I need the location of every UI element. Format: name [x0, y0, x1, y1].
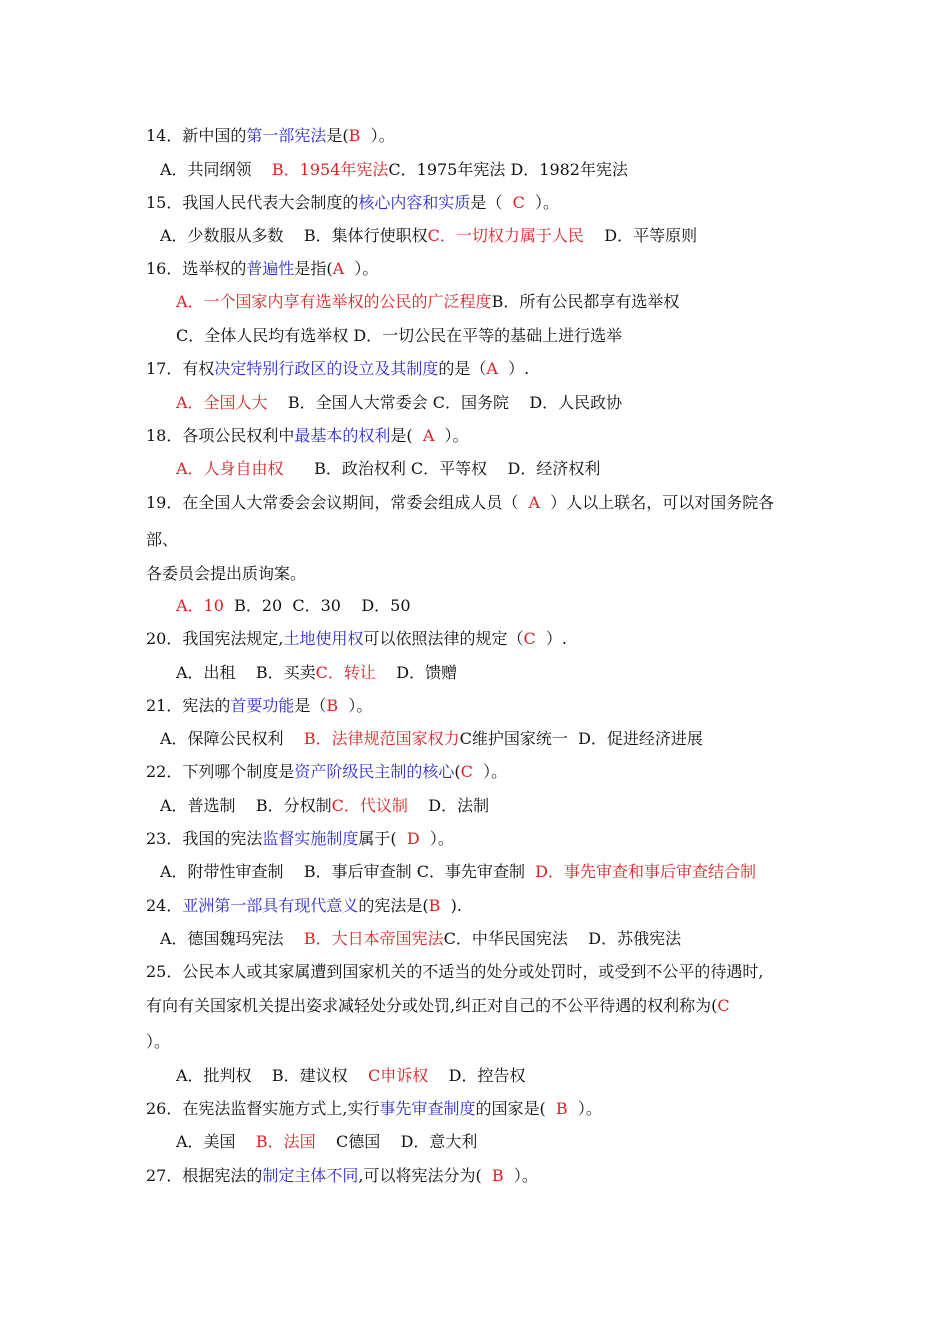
q-text: ）. — [535, 629, 567, 648]
q-keyword: 事先审查制度 — [379, 1099, 476, 1118]
q-text: 的国家是( — [475, 1099, 556, 1118]
option-text: D．馈赠 — [375, 663, 458, 682]
q-text: ,可以将宪法分为( — [358, 1166, 492, 1185]
q-answer: C — [523, 629, 536, 648]
q-text: ）。 — [344, 259, 379, 278]
option-text: A．美国 — [176, 1132, 256, 1151]
q-text: ）。 — [419, 829, 454, 848]
option-text: C．中华民国宪法 D．苏俄宪法 — [443, 929, 682, 948]
question-19-options — [176, 596, 411, 616]
q-text: ). — [440, 896, 462, 915]
q-keyword: 首要功能 — [230, 696, 295, 715]
correct-option: A．一个国家内享有选举权的公民的广泛程度 — [176, 292, 492, 311]
option-text: B．20 C．30 D．50 — [223, 596, 411, 615]
q-text: ）。 — [503, 1166, 538, 1185]
q-answer: B — [555, 1099, 568, 1118]
q-text: 26．在宪法监督实施方式上,实行 — [146, 1099, 380, 1118]
option-text: C维护国家统一 D．促进经济进展 — [459, 729, 703, 748]
q-text: 可以依照法律的规定（ — [363, 629, 524, 648]
question-26 — [146, 1099, 602, 1119]
q-text: ）。 — [146, 1032, 171, 1051]
q-text: ）。 — [434, 426, 469, 445]
q-keyword: 土地使用权 — [283, 629, 364, 648]
q-text: 17．有权 — [146, 359, 215, 378]
q-text: 20．我国宪法规定, — [146, 629, 284, 648]
q-text: 是（ — [470, 193, 513, 212]
q-text: ）。 — [524, 193, 560, 212]
q-text: 24． — [146, 896, 183, 915]
question-25 — [146, 962, 763, 982]
question-22 — [146, 762, 507, 782]
q-answer: D — [406, 829, 420, 848]
q-keyword: 核心内容和实质 — [358, 193, 471, 212]
correct-option: C．代议制 — [331, 796, 408, 815]
option-text: D．控告权 — [428, 1066, 526, 1085]
q-text: 19．在全国人大常委会会议期间，常委会组成人员（ — [146, 493, 529, 512]
correct-option: A．全国人大 — [176, 393, 268, 412]
q-text: 的宪法是( — [358, 896, 429, 915]
option-text: C．全体人民均有选举权 D．一切公民在平等的基础上进行选举 — [176, 326, 623, 345]
option-text: A．德国魏玛宪法 — [160, 929, 304, 948]
q-text: 18．各项公民权利中 — [146, 426, 295, 445]
question-19-line2 — [146, 530, 178, 550]
q-text: 22．下列哪个制度是 — [146, 762, 295, 781]
question-18-options — [176, 459, 600, 479]
option-text: A．附带性审查制 B．事后审查制 C．事先审查制 — [160, 862, 536, 881]
q-text: ）。 — [472, 762, 508, 781]
option-text: B．所有公民都享有选举权 — [491, 292, 680, 311]
correct-option: D．事先审查和事后审查结合制 — [535, 862, 757, 881]
question-16-options-line2 — [176, 326, 622, 346]
question-26-options — [176, 1132, 477, 1152]
option-text: A．保障公民权利 — [160, 729, 304, 748]
q-text: 16．选举权的 — [146, 259, 247, 278]
q-text: ）。 — [360, 126, 395, 145]
q-answer: C — [717, 996, 730, 1015]
option-text: A．少数服从多数 B．集体行使职权 — [160, 226, 428, 245]
q-text: 有向有关国家机关提出姿求减轻处分或处罚,纠正对自己的不公平待遇的权利称为( — [146, 996, 718, 1015]
option-text: A．出租 B．买卖 — [176, 663, 316, 682]
q-text: 21．宪法的 — [146, 696, 231, 715]
correct-option: B．大日本帝国宪法 — [303, 929, 444, 948]
question-23-options — [160, 862, 756, 882]
option-text: A．批判权 B．建议权 — [176, 1066, 369, 1085]
q-text: 是指( — [294, 259, 333, 278]
question-25-line3 — [146, 1032, 170, 1052]
q-text: 部、 — [146, 530, 179, 549]
option-text: C德国 D．意大利 — [315, 1132, 478, 1151]
q-text: 的是（ — [438, 359, 487, 378]
option-text: B．全国人大常委会 C．国务院 D．人民政协 — [267, 393, 623, 412]
q-keyword: 决定特别行政区的设立及其制度 — [214, 359, 439, 378]
q-text: 27．根据宪法的 — [146, 1166, 263, 1185]
q-keyword: 最基本的权利 — [294, 426, 391, 445]
q-text: 25．公民本人或其家属遭到国家机关的不适当的处分或处罚时，或受到不公平的待遇时, — [146, 962, 764, 981]
q-answer: B — [348, 126, 361, 145]
q-answer: A — [422, 426, 435, 445]
option-text: D．法制 — [407, 796, 490, 815]
question-24 — [146, 896, 462, 916]
question-19-line3 — [146, 564, 306, 584]
question-21-options — [160, 729, 703, 749]
question-25-line2 — [146, 996, 730, 1016]
question-14-options — [160, 160, 628, 180]
q-text: ）人以上联名，可以对国务院各 — [540, 493, 775, 512]
question-20-options — [176, 663, 457, 683]
question-14 — [146, 126, 395, 146]
q-answer: A — [486, 359, 498, 378]
correct-option: B．法律规范国家权力 — [303, 729, 460, 748]
q-text: 15．我国人民代表大会制度的 — [146, 193, 359, 212]
q-text: ）。 — [338, 696, 373, 715]
q-text: ）. — [497, 359, 530, 378]
q-text: 各委员会提出质询案。 — [146, 564, 307, 583]
option-text: B．政治权利 C．平等权 D．经济权利 — [283, 459, 601, 478]
question-19 — [146, 493, 774, 513]
question-15-options — [160, 226, 697, 246]
question-27 — [146, 1166, 538, 1186]
question-15 — [146, 193, 559, 213]
correct-option: A．人身自由权 — [176, 459, 284, 478]
correct-option: B．法国 — [255, 1132, 316, 1151]
correct-option: C申诉权 — [368, 1066, 429, 1085]
option-text: A．普选制 B．分权制 — [160, 796, 332, 815]
option-text: C．1975年宪法 D．1982年宪法 — [388, 160, 628, 179]
correct-option: C．一切权力属于人民 — [427, 226, 584, 245]
question-22-options — [160, 796, 489, 816]
q-keyword: 制定主体不同 — [262, 1166, 359, 1185]
q-answer: A — [528, 493, 541, 512]
q-text: 23．我国的宪法 — [146, 829, 263, 848]
question-17-options — [176, 393, 622, 413]
correct-option: B．1954年宪法 — [271, 160, 389, 179]
q-answer: C — [460, 762, 473, 781]
q-keyword: 资产阶级民主制的核心 — [294, 762, 455, 781]
q-answer: B — [326, 696, 339, 715]
q-keyword: 第一部宪法 — [246, 126, 327, 145]
q-answer: A — [332, 259, 345, 278]
q-text: 14．新中国的 — [146, 126, 247, 145]
question-17 — [146, 359, 529, 379]
correct-option: A．10 — [176, 596, 224, 615]
q-text: 是( — [390, 426, 423, 445]
q-text: 是( — [326, 126, 349, 145]
q-text: ）。 — [567, 1099, 602, 1118]
question-18 — [146, 426, 469, 446]
q-answer: B — [491, 1166, 504, 1185]
q-text: 是（ — [294, 696, 327, 715]
question-25-options — [176, 1066, 525, 1086]
q-text: 属于( — [358, 829, 407, 848]
correct-option: C．转让 — [315, 663, 376, 682]
question-23 — [146, 829, 454, 849]
option-text: A．共同纲领 — [160, 160, 272, 179]
question-16-options-line1 — [176, 292, 679, 312]
q-answer: C — [512, 193, 525, 212]
q-answer: B — [428, 896, 441, 915]
q-keyword: 亚洲第一部具有现代意义 — [182, 896, 359, 915]
question-16 — [146, 259, 378, 279]
question-20 — [146, 629, 567, 649]
q-keyword: 普遍性 — [246, 259, 295, 278]
q-keyword: 监督实施制度 — [262, 829, 359, 848]
q-text: ( — [454, 762, 461, 781]
question-24-options — [160, 929, 681, 949]
question-21 — [146, 696, 372, 716]
option-text: D．平等原则 — [583, 226, 698, 245]
